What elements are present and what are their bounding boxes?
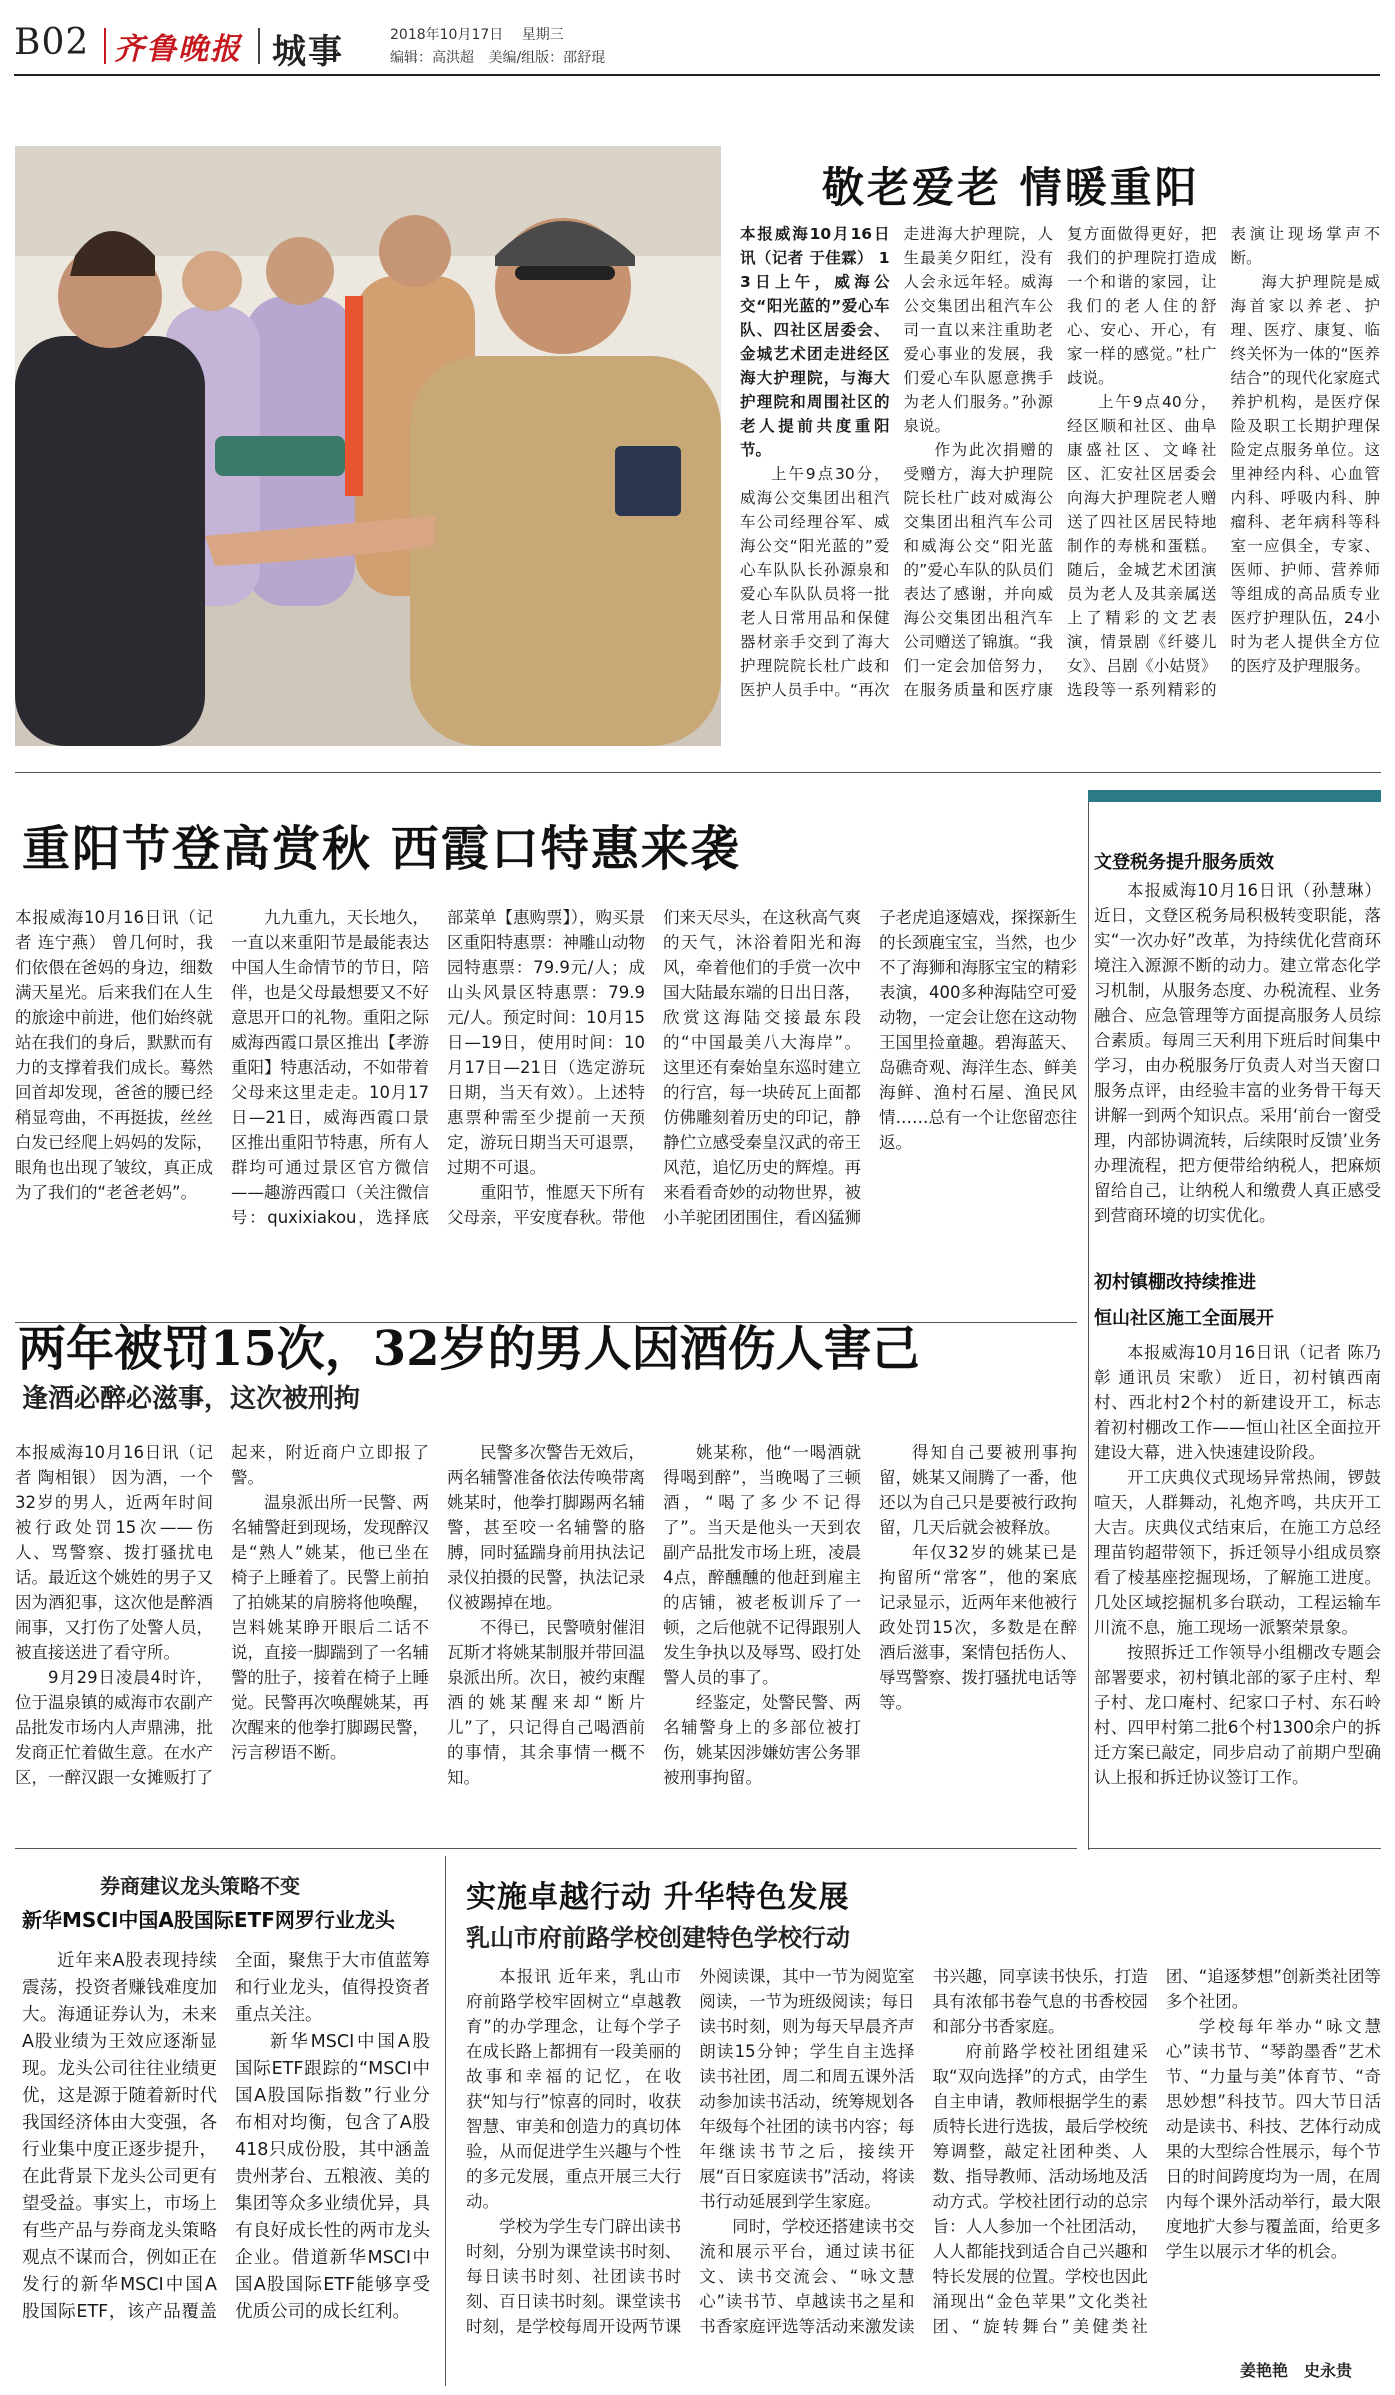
story2-paragraph: 重阳节，惟愿天下所有父母亲，平安度春秋。带他们来天尽头，在这秋高气爽的天气，沐浴着阳光和海风，牵着他们的手赏一次中国大陆最东端的日出日落，欣赏这海陆交接最东段的“中国最美八大海岸”。这里还有秦始皇东巡时建立的行宫，每一块砖瓦上面都仿佛雕刻着历史的印记，静静伫立感受秦皇汉武的帝王风范，追忆历史的辉煌。再来看看奇妙的动物世界，被小羊驼团团围住，看凶猛狮子老虎追逐嬉戏，探探新生的长颈鹿宝宝，当然，也少不了海狮和海豚宝宝的精彩表演，400多种海陆空可爱动物，一定会让您在这动物王国里捡童趣。碧海蓝天、岛礁奇观、海洋生态、鲜美海鲜、渔村石屋、渔民风情……总有一个让您留恋往返。 (447, 908, 1077, 1227)
story5-paragraph: 开工庆典仪式现场异常热闹，锣鼓喧天，人群舞动，礼炮齐鸣，共庆开工大吉。庆典仪式结束后，在施工方总经理苗钧超带领下，拆迁领导小组成员察看了棱基座挖掘现场，了解施工进度。几处区域挖掘机多台联动，工程运输车川流不息，施工现场一派繁荣景象。 (1094, 1468, 1381, 1637)
story3-paragraph: 年仅32岁的姚某已是拘留所“常客”，他的案底记录显示，近两年来他被行政处罚15次，多数是在醉酒后滋事，案情包括伤人、辱骂警察、拨打骚扰电话等等。 (879, 1543, 1077, 1712)
story7-body (466, 1964, 1381, 2359)
story7-byline: 姜艳艳 史永贵 (1240, 2361, 1353, 2380)
rule-below-story3 (15, 1848, 1077, 1849)
story7-paragraph: 同时，学校还搭建读书交流和展示平台，通过读书征文、读书交流会、“咏文慧心”读书节、卓越读书之星和书香家庭评选等活动来激发读书兴趣，同享读书快乐，打造具有浓郁书卷气息的书香校园和部分书香家庭。 (699, 1967, 1148, 2336)
story3-paragraph: 温泉派出所一民警、两名辅警赶到现场，发现醉汉是“熟人”姚某，他已坐在椅子上睡着了。民警上前拍了拍姚某的肩膀将他唤醒，岂料姚某睁开眼后二话不说，直接一脚踹到了一名辅警的肚子，接着在椅子上睡觉。民警再次唤醒姚某，再次醒来的他拳打脚踢民警，污言秽语不断。 (231, 1493, 429, 1762)
header-divider-2 (258, 28, 260, 64)
editor-text: 编辑：高洪超 (390, 50, 474, 66)
rule-below-story1 (15, 772, 1381, 773)
story3-title: 两年被罚15次，32岁的男人因酒伤人害己 (18, 1321, 920, 1377)
story5-paragraph: 按照拆迁工作领导小组棚改专题会部署要求，初村镇北部的冢子庄村、犁子村、龙口庵村、纪家口子村、东石岭村、四甲村第二批6个村1300余户的拆迁方案已敲定，同步启动了前期户型确认上报和拆迁协议签订工作。 (1094, 1643, 1381, 1787)
story6-paragraph: 近年来A股表现持续震荡，投资者赚钱难度加大。海通证券认为，未来A股业绩为王效应逐渐显现。龙头公司往往业绩更优，这是源于随着新时代我国经济体由大变强，各行业集中度正逐步提升，在此背景下龙头公司更有望受益。事实上，市场上有些产品与券商龙头策略观点不谋而合，例如正在发行的新华MSCI中国A股国际ETF，该产品覆盖全面，聚焦于大市值蓝筹和行业龙头，值得投资者重点关注。 (22, 1951, 430, 2322)
story1-body (740, 222, 1380, 747)
story1-paragraph: 上午9点30分，威海公交集团出租汽车公司经理谷军、威海公交“阳光蓝的”爱心车队队长孙源泉和爱心车队队员将一批老人日常用品和保健器材亲手交到了海大护理院院长杜广歧和医护人员手中。“再次走进海大护理院，人生最美夕阳红，没有人会永远年轻。威海公交集团出租汽车公司一直以来注重助老爱心事业的发展，我们爱心车队愿意携手为老人们服务。”孙源泉说。 (740, 225, 1053, 699)
story5-body (1094, 1340, 1381, 1840)
page-header (0, 0, 1395, 70)
story3-paragraph: 不得已，民警喷射催泪瓦斯才将姚某制服并带回温泉派出所。次日，被约束醒酒的姚某醒来却“断片儿”了，只记得自己喝酒前的事情，其余事情一概不知。 (447, 1618, 645, 1787)
story3-paragraph: 民警多次警告无效后，两名辅警准备依法传唤带离姚某时，他拳打脚踢两名辅警，甚至咬一名辅警的胳膊，同时猛踹身前用执法记录仪拍摄的民警，执法记录仪被踢掉在地。 (447, 1443, 645, 1612)
story3-subtitle: 逢酒必醉必滋事，这次被刑拘 (22, 1384, 361, 1414)
story2-body (15, 905, 1077, 1317)
story3-body (15, 1440, 1077, 1840)
story4-title: 文登税务提升服务质效 (1094, 852, 1274, 873)
story7-paragraph: 府前路学校社团组建采取“双向选择”的方式，由学生自主申请，教师根据学生的素质特长进行选拔，最后学校统筹调整，敲定社团种类、人数、指导教师、活动场地及活动方式。学校社团行动的总宗旨：人人参加一个社团活动，人人都能找到适合自己兴趣和特长发展的位置。学校也因此涌现出“金色苹果”文化类社团、“旋转舞台”美健类社团、“追逐梦想”创新类社团等多个社团。 (932, 1967, 1381, 2336)
weekday-text: 星期三 (521, 27, 564, 43)
story7-paragraph: 学校每年举办“咏文慧心”读书节、“琴韵墨香”艺术节、“力量与美”体育节、“奇思妙想”科技节。四大节日活动是读书、科技、艺体行动成果的大型综合性展示，每个节日的时间跨度均为一周，在周内每个课外活动举行，最大限度地扩大参与覆盖面，给更多学生以展示才华的机会。 (1165, 2017, 1381, 2261)
story3-paragraph: 9月29日凌晨4时许，位于温泉镇的威海市农副产品批发市场内人声鼎沸，批发商正忙着做生意。在水产区，一醉汉跟一女摊贩打了起来，附近商户立即报了警。 (15, 1443, 429, 1787)
rule-below-right (1088, 1848, 1381, 1849)
story1-paragraph: 海大护理院是威海首家以养老、护理、医疗、康复、临终关怀为一体的“医养结合”的现代化家庭式养护机构，是医疗保险及职工长期护理保险定点服务单位。这里神经内科、心血管内科、呼吸内科、肿瘤科、老年病科等科室一应俱全，专家、医师、护师、营养师等组成的高品质专业医疗护理队伍，24小时为老人提供全方位的医疗及护理服务。 (1230, 273, 1380, 675)
header-divider-1 (104, 28, 106, 64)
page-number: B02 (14, 22, 90, 63)
story6-body (22, 1948, 430, 2388)
story2-title: 重阳节登高赏秋 西霞口特惠来袭 (22, 821, 741, 877)
story3-paragraph: 得知自己要被刑事拘留，姚某又闹腾了一番，他还以为自己只是要被行政拘留，几天后就会被释放。 (879, 1443, 1077, 1537)
right-column-divider (1088, 790, 1089, 1850)
brand-logo: 齐鲁晚报 (114, 32, 242, 67)
story1-title: 敬老爱老 情暖重阳 (822, 163, 1200, 212)
header-rule (14, 74, 1380, 76)
photo-illustration (15, 146, 721, 746)
right-column-accent (1088, 790, 1381, 802)
story5-title2: 恒山社区施工全面展开 (1094, 1308, 1274, 1329)
story6-kicker: 券商建议龙头策略不变 (100, 1874, 300, 1898)
story-photo (15, 146, 721, 746)
story4-paragraph: 本报威海10月16日讯（孙慧琳） 近日，文登区税务局积极转变职能，落实“一次办好”改革，为持续优化营商环境注入源源不断的动力。建立常态化学习机制，从服务态度、办税流程、业务融合、应急管理等方面提高服务人员综合素质。每周三天利用下班后时间集中学习，由办税服务厅负责人对当天窗口服务点评，由经验丰富的业务骨干每天讲解一到两个知识点。采用‘前台一窗受理，内部协调流转，后续限时反馈’业务办理流程，把方便带给纳税人，把麻烦留给自己，让纳税人和缴费人真正感受到营商环境的切实优化。 (1094, 881, 1381, 1225)
section-name: 城事 (272, 32, 344, 72)
story3-paragraph: 姚某称，他“一喝酒就得喝到醉”，当晚喝了三顿酒，“喝了多少不记得了”。当天是他头一天到农副产品批发市场上班，凌晨4点，醉醺醺的他赶到雇主的店铺，被老板训斥了一顿，之后他就不记得跟别人发生争执以及辱骂、殴打处警人员的事了。 (663, 1443, 861, 1687)
story6-title: 新华MSCI中国A股国际ETF网罗行业龙头 (22, 1908, 395, 1932)
date-text: 2018年10月17日 (390, 27, 504, 43)
story4-body (1094, 878, 1381, 1250)
story7-subtitle: 乳山市府前路学校创建特色学校行动 (466, 1924, 850, 1952)
story5-title: 初村镇棚改持续推进 (1094, 1272, 1256, 1293)
story7-paragraph: 本报讯 近年来，乳山市府前路学校牢固树立“卓越教育”的办学理念，让每个学子在成长路上都拥有一段美丽的故事和幸福的记忆，在收获“知与行”惊喜的同时，收获智慧、审美和创造力的真切体验，从而促进学生兴趣与个性的多元发展，重点开展三大行动。 (466, 1967, 682, 2211)
story1-paragraph: 本报威海10月16日讯（记者 于佳霖） 13日上午，威海公交“阳光蓝的”爱心车队、四社区居委会、金城艺术团走进经区海大护理院，与海大护理院和周围社区的老人提前共度重阳节。 (740, 225, 890, 459)
story1-paragraph: 上午9点40分，经区顺和社区、曲阜康盛社区、文峰社区、汇安社区居委会向海大护理院老人赠送了四社区居民特地制作的寿桃和蛋糕。随后，金城艺术团演员为老人及其亲属送上了精彩的文艺表演，情景剧《纤婆儿女》、吕剧《小姑贤》选段等一系列精彩的表演让现场掌声不断。 (1067, 225, 1380, 699)
header-date (390, 24, 564, 44)
story1-paragraph: 作为此次捐赠的受赠方，海大护理院院长杜广歧对威海公交集团出租汽车公司和威海公交“阳光蓝的”爱心车队的队员们表达了感谢，并向威海公交集团出租汽车公司赠送了锦旗。“我们一定会加倍努力，在服务质量和医疗康复方面做得更好，把我们的护理院打造成一个和谐的家园，让我们的老人住的舒心、安心、开心，有家一样的感觉。”杜广歧说。 (903, 225, 1217, 699)
designer-text: 美编/组版：邵舒琨 (488, 50, 606, 66)
story6-paragraph: 新华MSCI中国A股国际ETF跟踪的“MSCI中国A股国际指数”行业分布相对均衡，包含了A股418只成份股，其中涵盖贵州茅台、五粮液、美的集团等众多业绩优异，具有良好成长性的两市龙头企业。借道新华MSCI中国A股国际ETF能够享受优质公司的成长红利。 (235, 2032, 430, 2322)
story3-paragraph: 本报威海10月16日讯（记者 陶相银） 因为酒，一个32岁的男人，近两年时间被行政处罚15次——伤人、骂警察、拨打骚扰电话。最近这个姚姓的男子又因为酒犯事，这次他是醉酒闹事，又打伤了处警人员，被直接送进了看守所。 (15, 1443, 213, 1662)
story7-paragraph: 学校为学生专门辟出读书时刻，分别为课堂读书时刻、每日读书时刻、社团读书时刻、百日读书时刻。课堂读书时刻，是学校每周开设两节课外阅读课，其中一节为阅览室阅读，一节为班级阅读；每日读书时刻，则为每天早晨齐声朗读15分钟；学生自主选择读书社团，周二和周五课外活动参加读书活动，统筹规划各年级每个社团的读书内容；每年继读书节之后，接续开展“百日家庭读书”活动，将读书行动延展到学生家庭。 (466, 1967, 915, 2336)
header-editor (390, 47, 605, 67)
story2-paragraph: 本报威海10月16日讯（记者 连宁燕） 曾几何时，我们依偎在爸妈的身边，细数满天星光。后来我们在人生的旅途中前进，他们始终就站在我们的身后，默默而有力的支撑着我们成长。蓦然回首却发现，爸爸的腰已经稍显弯曲，不再挺拔，丝丝白发已经爬上妈妈的发际，眼角也出现了皱纹，真正成为了我们的“老爸老妈”。 (15, 908, 213, 1202)
story7-title: 实施卓越行动 升华特色发展 (466, 1880, 850, 1915)
story3-paragraph: 经鉴定，处警民警、两名辅警身上的多部位被打伤，姚某因涉嫌妨害公务罪被刑事拘留。 (663, 1693, 861, 1787)
story5-paragraph: 本报威海10月16日讯（记者 陈乃彰 通讯员 宋歌） 近日，初村镇西南村、西北村2个村的新建设开工，标志着初村棚改工作——恒山社区全面拉开建设大幕，进入快速建设阶段。 (1094, 1343, 1381, 1462)
story2-paragraph: 九九重九，天长地久，一直以来重阳节是最能表达中国人生命情节的节日，陪伴，也是父母最想要又不好意思开口的礼物。重阳之际威海西霞口景区推出【孝游重阳】特惠活动，不如带着父母来这里走走。10月17日—21日，威海西霞口景区推出重阳节特惠，所有人群均可通过景区官方微信——趣游西霞口（关注微信号：quxixiakou，选择底部菜单【惠购票】），购买景区重阳特惠票：神雕山动物园特惠票：79.9元/人；成山头风景区特惠票：79.9元/人。预定时间：10月15日—19日，使用时间：10月17日—21日（选定游玩日期，当天有效）。上述特惠票种需至少提前一天预定，游玩日期当天可退票，过期不可退。 (231, 908, 645, 1227)
bottom-divider (445, 1856, 446, 2386)
